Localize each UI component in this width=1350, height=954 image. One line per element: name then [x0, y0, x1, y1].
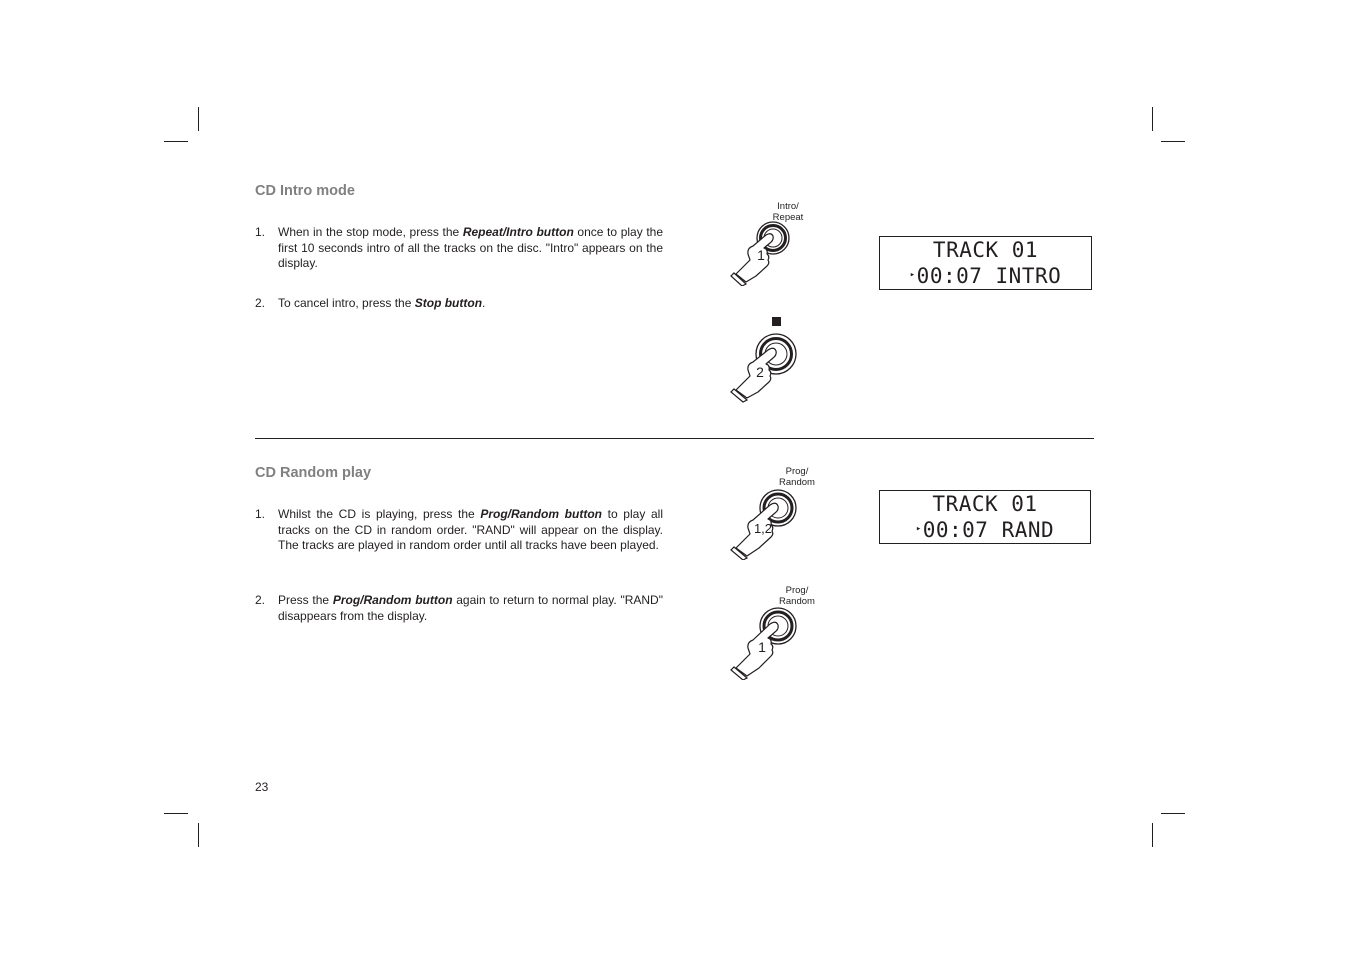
step-number-label: 2	[756, 364, 764, 380]
crop-mark-top-left-horizontal	[164, 141, 188, 142]
lcd-line-track: TRACK 01	[932, 238, 1039, 262]
step-text: To cancel intro, press the Stop button.	[278, 296, 486, 310]
stop-button-ref: Stop button	[414, 296, 483, 310]
random-heading: CD Random play	[255, 465, 372, 481]
lcd-line-time: ▸00:07 INTRO	[909, 264, 1062, 288]
pressing-hand-icon	[736, 234, 773, 282]
intro-repeat-button-illustration	[728, 218, 798, 286]
prog-random-button-illustration-2	[728, 606, 800, 680]
lcd-display-intro	[879, 236, 1092, 290]
prog-random-button-illustration-1	[728, 488, 800, 560]
step-number: 2.	[255, 593, 266, 607]
stop-button-illustration	[728, 332, 800, 404]
intro-step-1	[255, 225, 663, 272]
section-divider	[255, 438, 1094, 439]
prog-random-button-label: Prog/ Random	[779, 466, 815, 488]
intro-heading: CD Intro mode	[255, 183, 355, 199]
step-number: 2.	[255, 296, 266, 310]
step-text: Whilst the CD is playing, press the Prog/Random button to play all tracks on the CD in random order. "RAND" will appear on the display. The tracks are played in random order until all tracks have been played.	[278, 507, 663, 553]
random-step-2	[255, 593, 663, 624]
crop-mark-top-left-vertical	[198, 107, 199, 131]
step-number-label: 1	[758, 639, 766, 655]
step-number-label: 1	[757, 247, 765, 263]
crop-mark-top-right-vertical	[1152, 107, 1153, 131]
step-number: 1.	[255, 225, 266, 239]
step-number: 1.	[255, 507, 266, 521]
lcd-display-random	[879, 490, 1091, 544]
play-arrow-icon: ▸	[915, 524, 922, 534]
lcd-line-time: ▸00:07 RAND	[915, 518, 1055, 542]
prog-random-button-label: Prog/ Random	[779, 585, 815, 607]
step-text: Press the Prog/Random button again to return to normal play. "RAND" disappears from the display.	[278, 593, 663, 623]
stop-icon	[772, 317, 781, 326]
intro-step-2	[255, 296, 663, 312]
step-number-label: 1,2	[753, 521, 773, 536]
prog-random-button-ref: Prog/Random button	[332, 593, 453, 607]
crop-mark-bottom-left-vertical	[198, 823, 199, 847]
page-number: 23	[255, 780, 269, 794]
play-arrow-icon: ▸	[909, 270, 916, 280]
step-text: When in the stop mode, press the Repeat/Intro button once to play the first 10 seconds intro of all the tracks on the disc. "Intro" appears on the display.	[278, 225, 664, 271]
crop-mark-top-right-horizontal	[1161, 141, 1185, 142]
crop-mark-bottom-right-horizontal	[1161, 813, 1185, 814]
prog-random-button-ref: Prog/Random button	[480, 507, 602, 521]
crop-mark-bottom-right-vertical	[1152, 823, 1153, 847]
lcd-line-track: TRACK 01	[932, 492, 1038, 516]
random-step-1	[255, 507, 663, 554]
intro-repeat-button-label: Intro/ Repeat	[772, 201, 804, 223]
crop-mark-bottom-left-horizontal	[164, 813, 188, 814]
pressing-hand-icon	[736, 622, 778, 676]
repeat-intro-button-ref: Repeat/Intro button	[462, 225, 574, 239]
